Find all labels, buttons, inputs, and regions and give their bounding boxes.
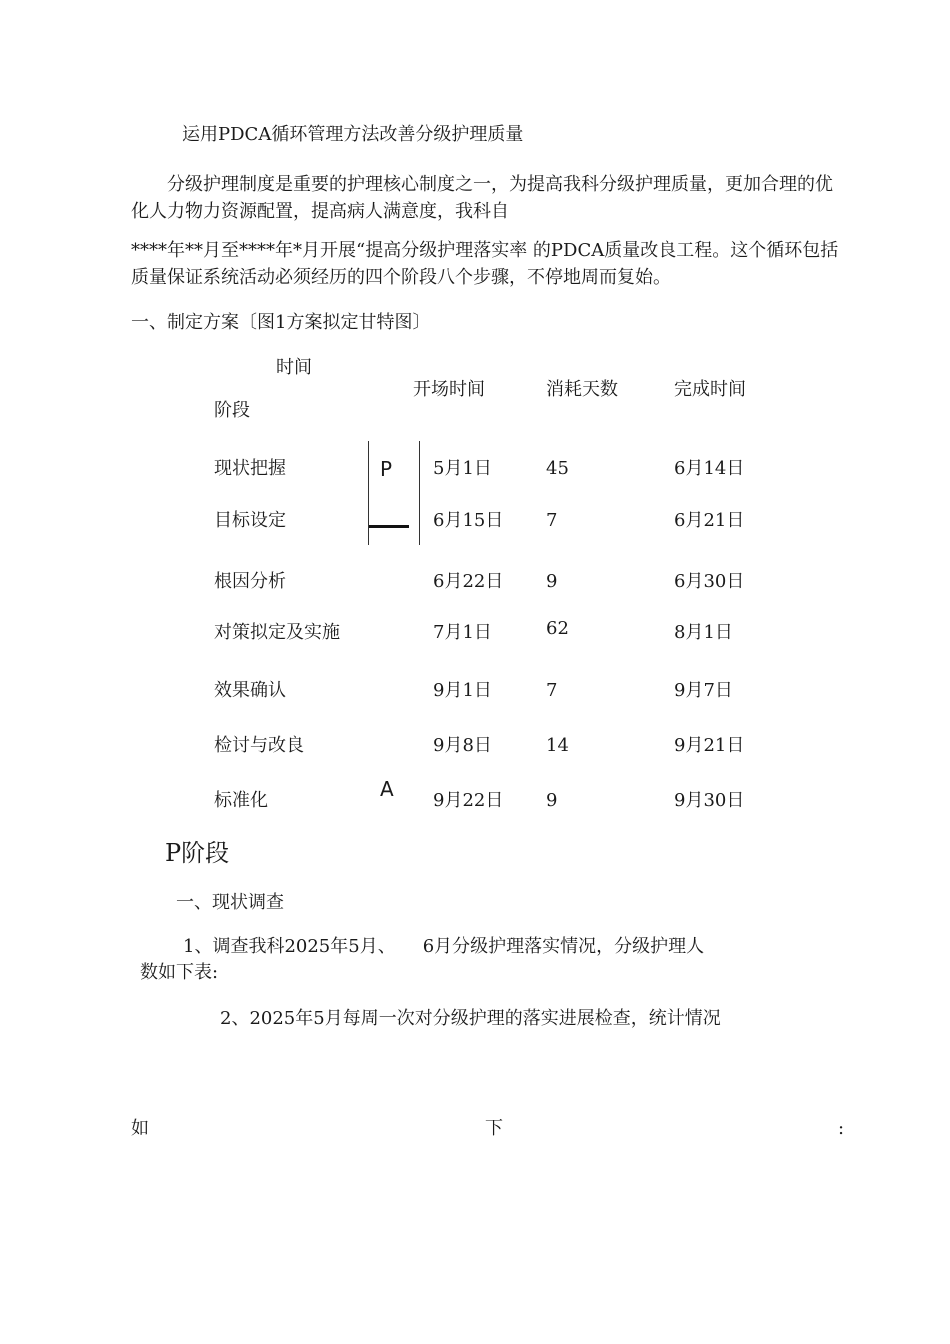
row-start: 5月1日 — [433, 458, 492, 479]
row-days: 9 — [546, 571, 558, 592]
justified-text-left: 如 — [131, 1118, 149, 1139]
document-title: 运用PDCA循环管理方法改善分级护理质量 — [182, 124, 524, 145]
row-days: 7 — [546, 510, 558, 531]
subheading-current-survey: 一、现状调查 — [176, 892, 284, 913]
row-days: 9 — [546, 790, 558, 811]
row-days: 45 — [546, 458, 569, 479]
row-days: 62 — [546, 618, 569, 639]
row-start: 9月22日 — [433, 790, 504, 811]
survey-item-1-line-1: 1、调查我科2025年5月、 6月分级护理落实情况，分级护理人 — [183, 936, 705, 957]
row-stage: 对策拟定及实施 — [214, 622, 340, 643]
intro-paragraph: 分级护理制度是重要的护理核心制度之一，为提高我科分级护理质量，更加合理的优化人力物力资源配置，提高病人满意度，我科自 — [131, 174, 833, 222]
row-stage: 根因分析 — [214, 571, 286, 592]
row-end: 6月30日 — [674, 571, 745, 592]
row-days: 7 — [546, 680, 558, 701]
survey-item-1-line-2: 数如下表: — [140, 962, 219, 983]
row-stage: 现状把握 — [214, 458, 286, 479]
row-start: 9月8日 — [433, 735, 492, 756]
row-start: 6月15日 — [433, 510, 504, 531]
header-stage: 阶段 — [214, 400, 250, 421]
marker-p: P — [380, 457, 393, 481]
header-start: 开场时间 — [413, 379, 485, 400]
row-end: 6月21日 — [674, 510, 745, 531]
header-time: 时间 — [276, 357, 312, 378]
row-stage: 标准化 — [214, 790, 268, 811]
header-days: 消耗天数 — [546, 379, 618, 400]
row-end: 9月30日 — [674, 790, 745, 811]
header-end: 完成时间 — [674, 379, 746, 400]
row-days: 14 — [546, 735, 569, 756]
row-end: 9月21日 — [674, 735, 745, 756]
row-start: 7月1日 — [433, 622, 492, 643]
p-bar — [369, 525, 409, 528]
row-start: 9月1日 — [433, 680, 492, 701]
row-end: 6月14日 — [674, 458, 745, 479]
marker-a: A — [380, 777, 394, 801]
row-stage: 检讨与改良 — [214, 735, 304, 756]
survey-item-2: 2、2025年5月每周一次对分级护理的落实进展检查，统计情况 — [220, 1008, 721, 1029]
row-start: 6月22日 — [433, 571, 504, 592]
row-end: 9月7日 — [674, 680, 733, 701]
row-stage: 效果确认 — [214, 680, 286, 701]
second-paragraph: ****年**月至****年*月开展“提高分级护理落实率 的PDCA质量改良工程。这个循环包括质量保证系统活动必须经历的四个阶段八个步骤，不停地周而复始。 — [131, 240, 839, 288]
justified-text-right: : — [838, 1118, 845, 1139]
justified-text-middle: 下 — [485, 1118, 503, 1139]
p-bracket-left-line — [368, 441, 369, 545]
row-stage: 目标设定 — [214, 510, 286, 531]
p-stage-heading: P阶段 — [165, 839, 230, 867]
row-end: 8月1日 — [674, 622, 733, 643]
section-heading-plan: 一、制定方案〔图1方案拟定甘特图〕 — [131, 312, 431, 333]
p-bracket-right-line — [419, 441, 420, 545]
